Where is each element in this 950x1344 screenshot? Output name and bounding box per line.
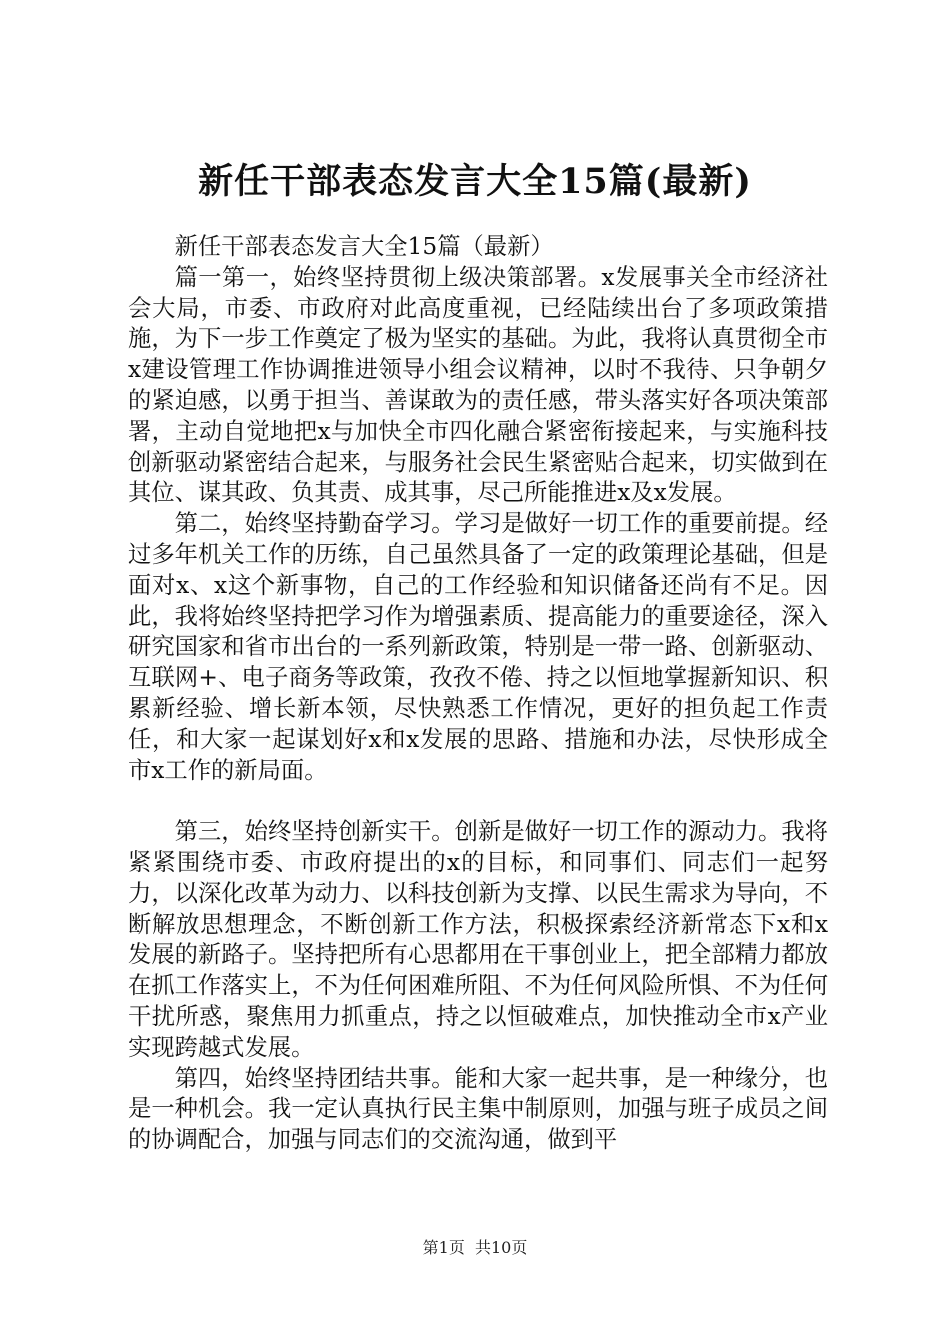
page-footer (0, 1237, 950, 1259)
paragraph-3: 第三，始终坚持创新实干。创新是做好一切工作的源动力。我将紧紧围绕市委、市政府提出的x的目标，和同事们、同志们一起努力，以深化改革为动力、以科技创新为支撑、以民生需求为导向，不断解放思想理念，不断创新工作方法，积极探索经济新常态下x和x发展的新路子。坚持把所有心思都用在干事创业上，把全部精力都放在抓工作落实上，不为任何困难所阻、不为任何风险所惧、不为任何干扰所惑，聚焦用力抓重点，持之以恒破难点，加快推动全市x产业实现跨越式发展。 (128, 818, 828, 1061)
document-title: 新任干部表态发言大全15篇(最新) (198, 161, 752, 202)
document-body (128, 232, 828, 1156)
paragraph-2: 第二，始终坚持勤奋学习。学习是做好一切工作的重要前提。经过多年机关工作的历练，自己虽然具备了一定的政策理论基础，但是面对x、x这个新事物，自己的工作经验和知识储备还尚有不足。因此，我将始终坚持把学习作为增强素质、提高能力的重要途径，深入研究国家和省市出台的一系列新政策，特别是一带一路、创新驱动、互联网+、电子商务等政策，孜孜不倦、持之以恒地掌握新知识、积累新经验、增长新本领，尽快熟悉工作情况，更好的担负起工作责任，和大家一起谋划好x和x发展的思路、措施和办法，尽快形成全市x工作的新局面。 (128, 510, 828, 784)
paragraph-4: 第四，始终坚持团结共事。能和大家一起共事，是一种缘分，也是一种机会。我一定认真执行民主集中制原则，加强与班子成员之间的协调配合，加强与同志们的交流沟通，做到平 (128, 1064, 828, 1154)
paragraph-1: 篇一第一，始终坚持贯彻上级决策部署。x发展事关全市经济社会大局，市委、市政府对此高度重视，已经陆续出台了多项政策措施，为下一步工作奠定了极为坚实的基础。为此，我将认真贯彻全市x建设管理工作协调推进领导小组会议精神，以时不我待、只争朝夕的紧迫感，以勇于担当、善谋敢为的责任感，带头落实好各项决策部署，主动自觉地把x与加快全市四化融合紧密衔接起来，与实施科技创新驱动紧密结合起来，与服务社会民生紧密贴合起来，切实做到在其位、谋其政、负其责、成其事，尽己所能推进x及x发展。 (128, 263, 828, 507)
document-subtitle: 新任干部表态发言大全15篇（最新） (174, 233, 554, 260)
page-number-label: 第1页 共10页 (422, 1238, 528, 1257)
